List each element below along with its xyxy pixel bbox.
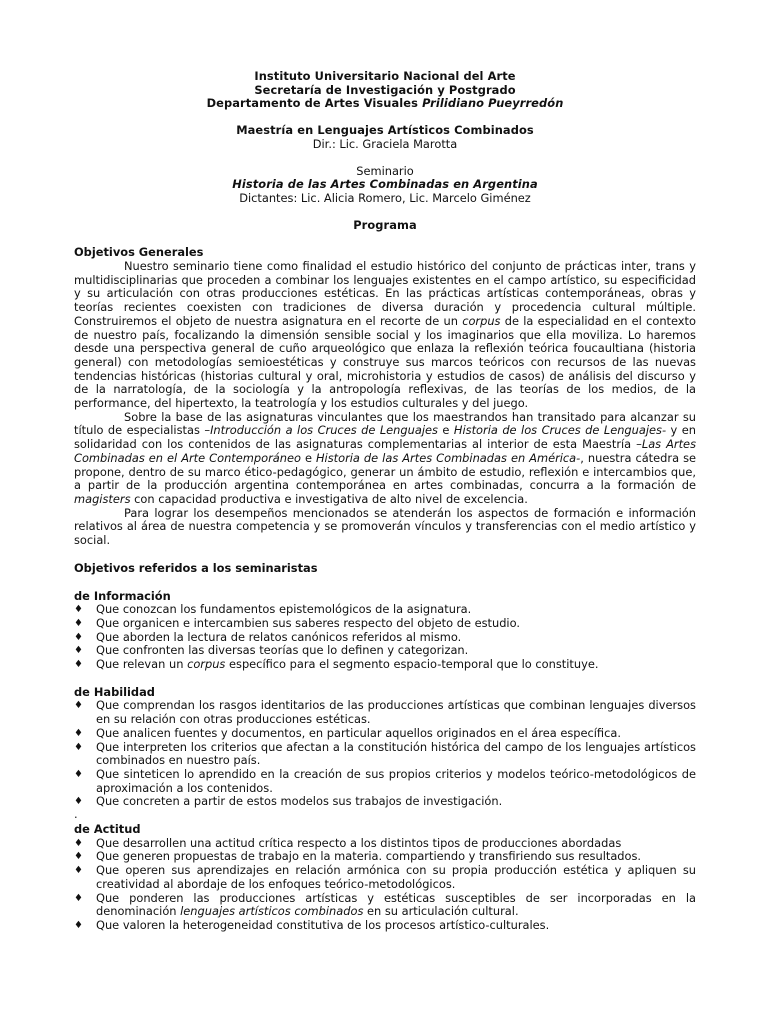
diamond-bullet-icon: ♦	[74, 919, 83, 931]
diamond-bullet-icon: ♦	[74, 796, 83, 808]
diamond-bullet-icon: ♦	[74, 659, 83, 671]
seminar-label: Seminario	[356, 163, 414, 178]
diamond-bullet-icon: ♦	[74, 768, 83, 780]
student-objectives-heading: Objetivos referidos a los seminaristas	[74, 560, 318, 575]
list-item: ♦ Que ponderen las producciones artísticas y estéticas susceptibles de ser incorporadas en la denominación lenguajes artísticos combinados en su articulación cultural.	[74, 890, 696, 919]
diamond-bullet-icon: ♦	[74, 892, 83, 904]
general-objectives-heading: Objetivos Generales	[74, 245, 204, 260]
list-item: ♦ Que aborden la lectura de relatos canónicos referidos al mismo.	[74, 629, 462, 644]
diamond-bullet-icon: ♦	[74, 617, 83, 629]
stray-dot: .	[74, 807, 78, 822]
secretariat-name: Secretaría de Investigación y Postgrado	[254, 82, 516, 97]
list-item: ♦ Que organicen e intercambien sus saberes respecto del objeto de estudio.	[74, 615, 520, 630]
list-item: ♦ Que sinteticen lo aprendido en la creación de sus propios criterios y modelos teórico-metodológicos de aproximación a los contenidos.	[74, 766, 696, 795]
document-header	[74, 70, 696, 232]
diamond-bullet-icon: ♦	[74, 865, 83, 877]
general-paragraph-3: Para lograr los desempeños mencionados se atenderán los aspectos de formación e información relativos al área de nuestra competencia y se promoverán vínculos y transferencias con el medio artístico y social.	[74, 505, 696, 548]
diamond-bullet-icon: ♦	[74, 631, 83, 643]
director-line: Dir.: Lic. Graciela Marotta	[312, 136, 458, 151]
diamond-bullet-icon: ♦	[74, 837, 83, 849]
information-heading: de Información	[74, 588, 171, 603]
teachers-line: Dictantes: Lic. Alicia Romero, Lic. Marcelo Giménez	[239, 190, 531, 205]
diamond-bullet-icon: ♦	[74, 700, 83, 712]
list-item: ♦ Que comprendan los rasgos identitarios de las producciones artísticas que combinan lenguajes diversos en su relación con otras producciones estéticas.	[74, 698, 696, 727]
list-item: ♦ Que relevan un corpus específico para el segmento espacio-temporal que lo constituye.	[74, 657, 599, 672]
list-item: ♦ Que interpreten los criterios que afectan a la constitución histórica del campo de los lenguajes artísticos combinados en nuestro país.	[74, 739, 696, 768]
seminar-title: Historia de las Artes Combinadas en Argentina	[232, 177, 538, 192]
information-list	[74, 603, 696, 672]
list-item: ♦ Que valoren la heterogeneidad constitutiva de los procesos artístico-culturales.	[74, 917, 550, 932]
diamond-bullet-icon: ♦	[74, 604, 83, 616]
department-name: Departamento de Artes Visuales Prilidiano Pueyrredón	[206, 96, 564, 111]
general-paragraph-1: Nuestro seminario tiene como finalidad el estudio histórico del conjunto de prácticas inter, trans y multidisciplinarias que proceden a combinar los lenguajes existentes en el campo artístico, su especificidad y su articulación con otras producciones estéticas. En las prácticas artísticas contemporáneas, obras y teorías recientes coexisten con tradiciones de diversa duración y procedencia cultural múltiple. Construiremos el objeto de nuestra asignatura en el recorte de un corpus de la especialidad en el contexto de nuestro país, focalizando la dimensión sensible social y los imaginarios que ella moviliza. Lo haremos desde una perspectiva general de cuño arqueológico que enlaza la reflexión teórica foucaultiana (historia general) con metodologías semioestéticas y construye sus marcos teóricos con recursos de las nuevas tendencias históricas (historias cultural y oral, microhistoria y estudios de casos) de análisis del discurso y de la narratología, de la sociología y la antropología reflexivas, de las teorías de los medios, de la performance, del hipertexto, la teatrología y los estudios culturales y del juego.	[74, 259, 696, 411]
document-page	[74, 70, 696, 933]
institution-name: Instituto Universitario Nacional del Arte	[254, 69, 516, 83]
list-item: ♦ Que operen sus aprendizajes en relación armónica con su propia producción estética y apliquen su creatividad al abordaje de los enfoques teórico-metodológicos.	[74, 863, 696, 891]
list-item: ♦ Que confronten las diversas teorías que lo definen y categorizan.	[74, 643, 469, 658]
list-item: ♦ Que generen propuestas de trabajo en la materia. compartiendo y transfiriendo sus resultados.	[74, 849, 642, 864]
attitude-heading: de Actitud	[74, 822, 141, 837]
list-item: ♦ Que conozcan los fundamentos epistemológicos de la asignatura.	[74, 602, 472, 617]
list-item: ♦ Que concreten a partir de estos modelos sus trabajos de investigación.	[74, 794, 503, 809]
skill-list	[74, 699, 696, 809]
diamond-bullet-icon: ♦	[74, 645, 83, 657]
masters-title: Maestría en Lenguajes Artísticos Combinados	[236, 123, 534, 138]
list-item: ♦ Que desarrollen una actitud crítica respecto a los distintos tipos de producciones abordadas	[74, 835, 622, 850]
diamond-bullet-icon: ♦	[74, 741, 83, 753]
attitude-list	[74, 837, 696, 933]
diamond-bullet-icon: ♦	[74, 851, 83, 863]
program-title: Programa	[353, 217, 417, 232]
diamond-bullet-icon: ♦	[74, 727, 83, 739]
skill-heading: de Habilidad	[74, 684, 155, 699]
list-item: ♦ Que analicen fuentes y documentos, en particular aquellos originados en el área específica.	[74, 725, 621, 740]
general-paragraph-2: Sobre la base de las asignaturas vinculantes que los maestrandos han transitado para alcanzar su título de especialistas –Introducción a los Cruces de Lenguajes e Historia de los Cruces de Lenguajes- y en solidaridad con los contenidos de las asignaturas complementarias al interior de esta Maestría –Las Artes Combinadas en el Arte Contemporáneo e Historia de las Artes Combinadas en América-, nuestra cátedra se propone, dentro de su marco ético-pedagógico, generar un ámbito de estudio, reflexión e intercambios que, a partir de la producción argentina contemporánea en artes combinadas, concurra a la formación de magisters con capacidad productiva e investigativa de alto nivel de excelencia.	[74, 409, 697, 506]
